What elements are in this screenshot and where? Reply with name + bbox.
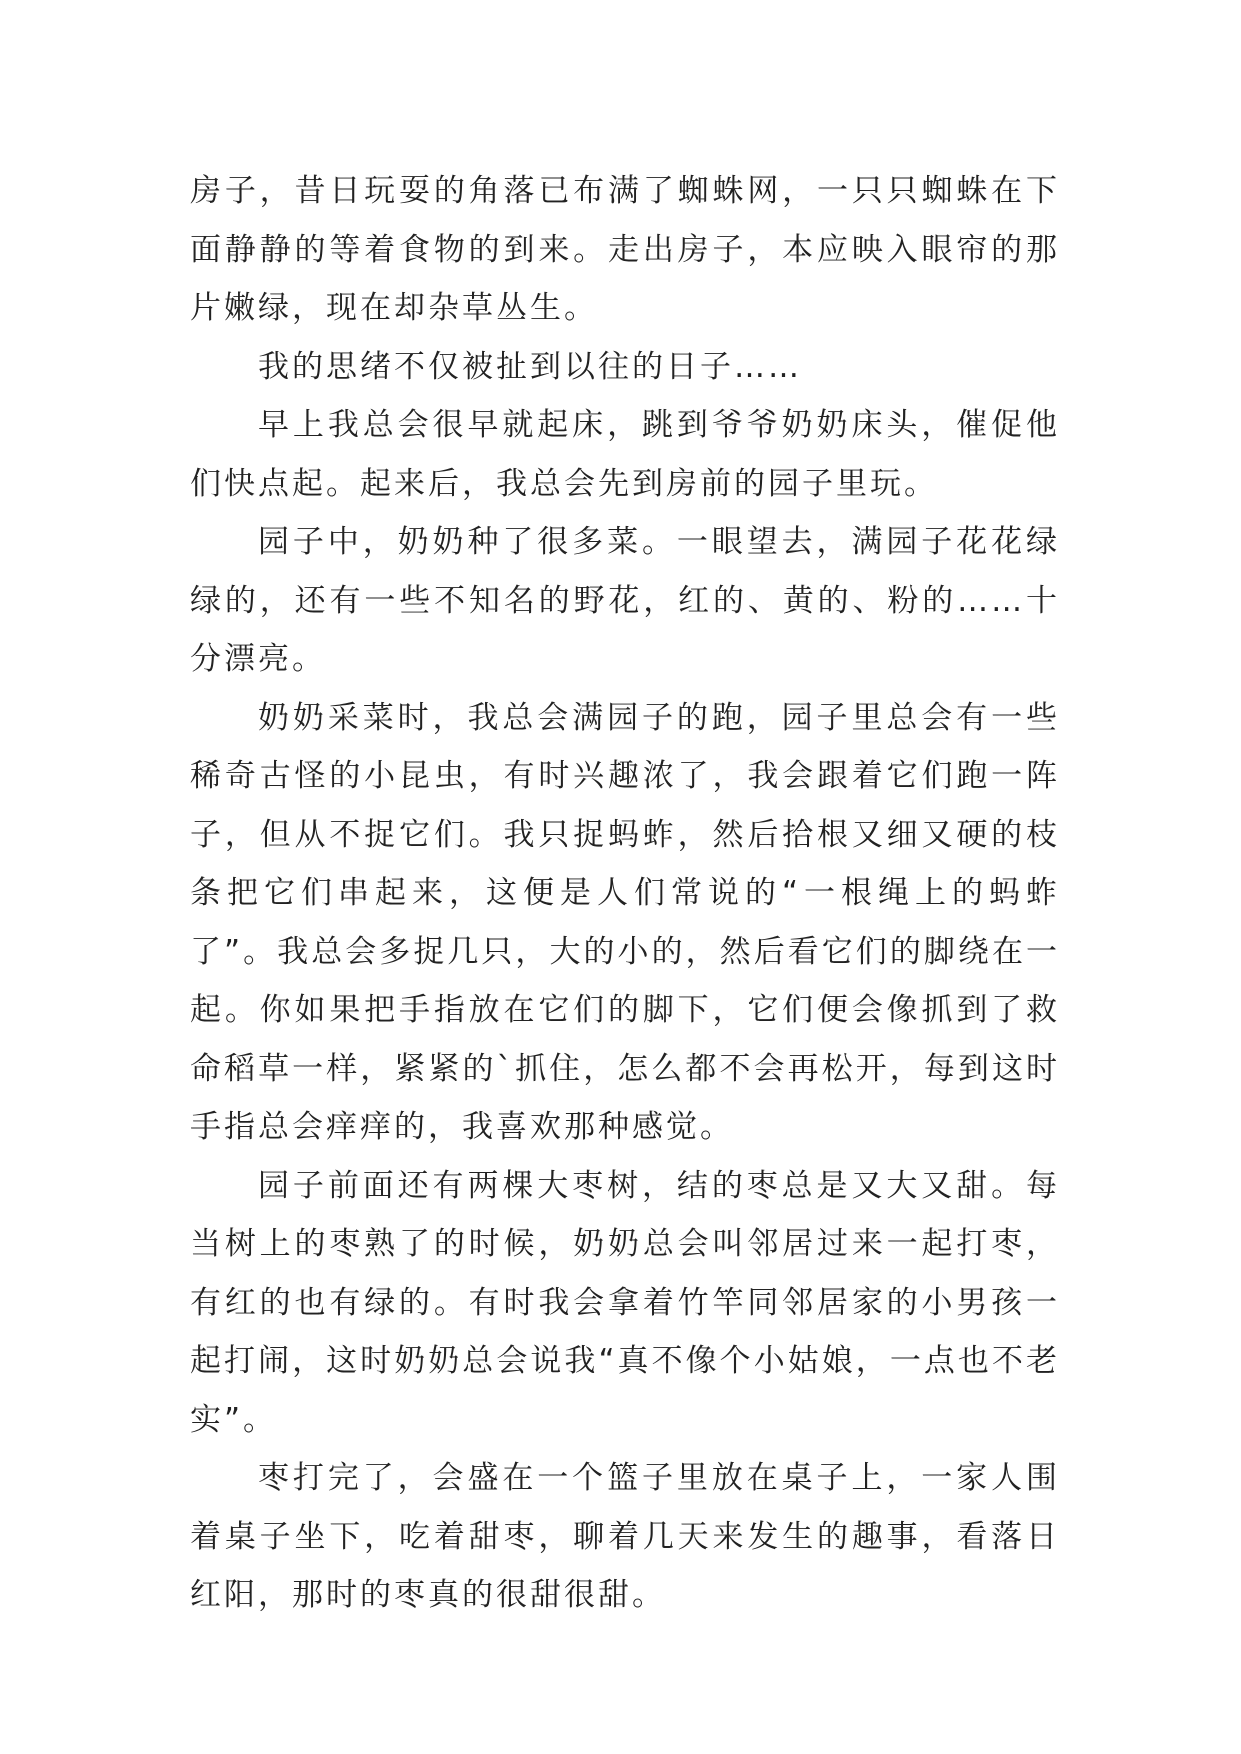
paragraph-4: 园子中，奶奶种了很多菜。一眼望去，满园子花花绿绿的，还有一些不知名的野花，红的、黄的、粉的……十分漂亮。 bbox=[190, 524, 1060, 677]
document-body bbox=[190, 162, 1060, 1625]
paragraph-6: 园子前面还有两棵大枣树，结的枣总是又大又甜。每当树上的枣熟了的时候，奶奶总会叫邻居过来一起打枣，有红的也有绿的。有时我会拿着竹竿同邻居家的小男孩一起打闹，这时奶奶总会说我“真不像个小姑娘，一点也不老实”。 bbox=[190, 1167, 1060, 1438]
paragraph-3: 早上我总会很早就起床，跳到爷爷奶奶床头，催促他们快点起。起来后，我总会先到房前的园子里玩。 bbox=[190, 407, 1060, 502]
paragraph-2: 我的思绪不仅被扯到以往的日子…… bbox=[258, 348, 802, 385]
paragraph-5: 奶奶采菜时，我总会满园子的跑，园子里总会有一些稀奇古怪的小昆虫，有时兴趣浓了，我会跟着它们跑一阵子，但从不捉它们。我只捉蚂蚱，然后拾根又细又硬的枝条把它们串起来，这便是人们常说的“一根绳上的蚂蚱了”。我总会多捉几只，大的小的，然后看它们的脚绕在一起。你如果把手指放在它们的脚下，它们便会像抓到了救命稻草一样，紧紧的`抓住，怎么都不会再松开，每到这时手指总会痒痒的，我喜欢那种感觉。 bbox=[190, 699, 1060, 1145]
paragraph-1: 房子，昔日玩耍的角落已布满了蜘蛛网，一只只蜘蛛在下面静静的等着食物的到来。走出房子，本应映入眼帘的那片嫩绿，现在却杂草丛生。 bbox=[190, 173, 1060, 326]
paragraph-7: 枣打完了，会盛在一个篮子里放在桌子上，一家人围着桌子坐下，吃着甜枣，聊着几天来发生的趣事，看落日红阳，那时的枣真的很甜很甜。 bbox=[190, 1460, 1060, 1613]
